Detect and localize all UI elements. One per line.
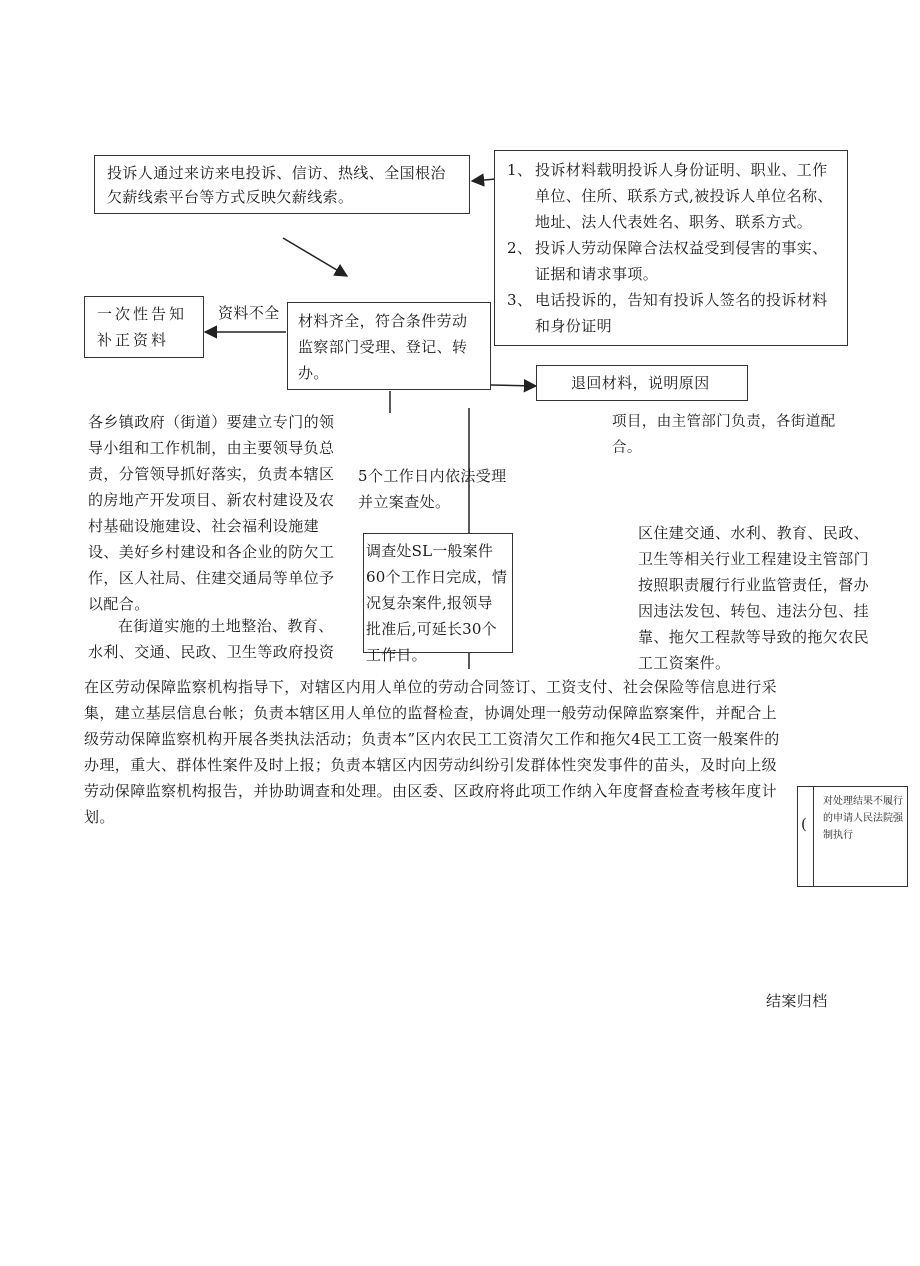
case-archive-text: 结案归档 — [766, 992, 828, 1010]
return-materials-text: 退回材料，说明原因 — [571, 374, 710, 392]
arrow-channel-to-accept — [283, 238, 347, 276]
requirements-box — [494, 150, 848, 346]
industry-supervision-text: 区住建交通、水利、教育、民政、卫生等相关行业工程建设主管部门按照职责履行行业监管责任，督办因违法发包、转包、违法分包、挂靠、拖欠工程款等导致的拖欠农民工工资案件。 — [638, 524, 870, 672]
return-materials-box — [536, 365, 748, 401]
notify-once-text: 一次性告知补正资料 — [97, 305, 188, 349]
investigation-box — [363, 533, 513, 664]
requirement-text-3: 电话投诉的，告知有投诉人签名的投诉材料和身份证明 — [535, 291, 828, 335]
requirement-num-1: 1、 — [507, 161, 533, 179]
requirement-item-3 — [507, 287, 839, 339]
arrow-accept-to-return — [491, 385, 536, 386]
incomplete-label: 资料不全 — [218, 304, 280, 322]
project-responsibility-text: 项目，由主管部门负责，各街道配合。 — [612, 414, 836, 456]
requirement-num-3: 3、 — [507, 291, 533, 309]
notify-once-box — [84, 296, 204, 358]
investigation-text: 调查处SL一般案件60个工作日完成，情况复杂案件,报领导 批准后,可延长30个 工作日。 — [366, 542, 508, 664]
accept-register-text: 材料齐全，符合条件劳动监察部门受理、登记、转办。 — [298, 312, 468, 382]
requirement-text-1: 投诉材料载明投诉人身份证明、职业、工作单位、住所、联系方式,被投诉人单位名称、地址、法人代表姓名、职务、联系方式。 — [535, 161, 833, 231]
court-enforcement-text: 对处理结果不履行的申请人民法院强制执行 — [823, 796, 903, 841]
accept-register-box — [287, 302, 491, 390]
court-mark: ( — [801, 815, 808, 833]
street-investment-text: 在街道实施的土地整治、教育、水利、交通、民政、卫生等政府投资 — [88, 617, 335, 661]
district-labor-text: 在区劳动保障监察机构指导下，对辖区内用人单位的劳动合同签订、工资支付、社会保险等信息进行采集，建立基层信息台帐；负责本辖区用人单位的监督检查，协调处理一般劳动保障监察案件，并配合上级劳动保障监察机构开展各类执法活动；负责本”区内农民工工资清欠工作和拖欠4民工工资一般案件的办理，重大、群体性案件及时上报；负责本辖区内因劳动纠纷引发群体性突发事件的苗头，及时向上级劳动保障监察机构报告，并协助调查和处理。由区委、区政府将此项工作纳入年度督查检查考核年度计划。 — [84, 678, 780, 826]
requirement-item-2 — [507, 235, 839, 287]
court-box-divider — [813, 787, 814, 886]
five-days-text: 5个工作日内依法受理并立案查处。 — [358, 467, 507, 511]
requirement-num-2: 2、 — [507, 239, 533, 257]
complaint-channel-text: 投诉人通过来访来电投诉、信访、热线、全国根治欠薪线索平台等方式反映欠薪线索。 — [107, 164, 446, 206]
requirement-text-2: 投诉人劳动保障合法权益受到侵害的事实、证据和请求事项。 — [535, 239, 828, 283]
township-responsibility-text: 各乡镇政府（街道）要建立专门的领导小组和工作机制，由主要领导负总责，分管领导抓好落实，负责本辖区的房地产开发项目、新农村建设及农村基础设施建设、社会福利设施建设、美好乡村建设和各企业的防欠工作，区人社局、住建交通局等单位予以配合。 — [88, 413, 335, 613]
requirement-item-1 — [507, 157, 839, 235]
arrow-requirements-to-channel — [472, 179, 496, 181]
court-enforcement-box — [797, 786, 908, 887]
complaint-channel-box — [94, 155, 470, 214]
